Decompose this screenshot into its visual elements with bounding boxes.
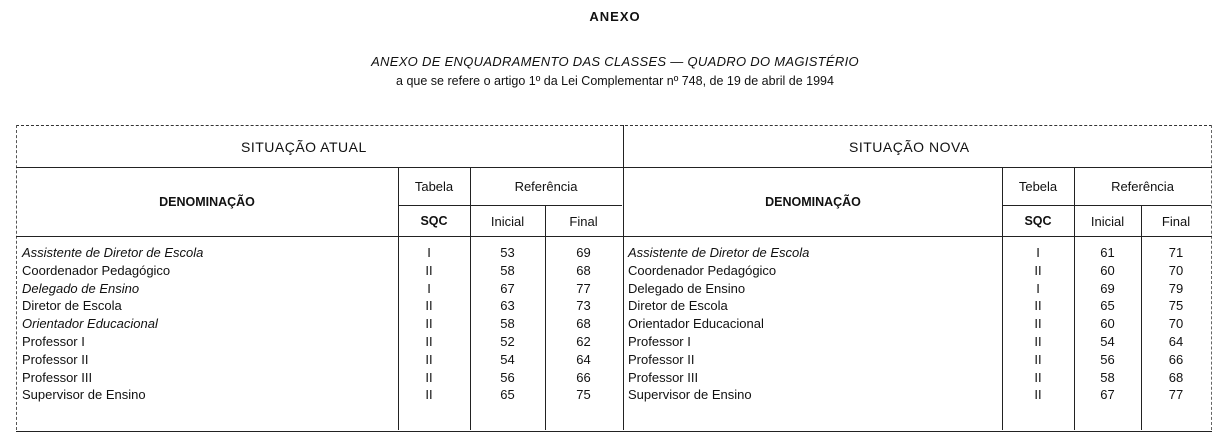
row-denominacao: Assistente de Diretor de Escola (628, 245, 810, 260)
section-new: SITUAÇÃO NOVA (849, 138, 970, 155)
row-final: 77 (576, 280, 591, 296)
row-denominacao: Assistente de Diretor de Escola (22, 245, 204, 260)
row-inicial: 53 (500, 245, 515, 260)
row-inicial: 61 (1100, 245, 1115, 260)
row-denominacao: Orientador Educacional (628, 316, 764, 332)
row-sqc: II (1034, 351, 1042, 367)
header-bottom-rule (16, 236, 1212, 237)
row-denominacao: Professor III (628, 369, 699, 385)
row-sqc: II (425, 316, 433, 332)
table-row (0, 351, 1211, 369)
row-inicial: 67 (1100, 387, 1115, 403)
row-denominacao: Delegado de Ensino (22, 280, 140, 296)
left-col-tabela: Tabela (414, 179, 454, 194)
row-inicial: 69 (1100, 280, 1115, 296)
row-sqc: II (425, 351, 433, 367)
row-denominacao: Delegado de Ensino (628, 280, 746, 296)
row-sqc: I (1036, 280, 1040, 296)
row-final: 64 (1168, 334, 1184, 349)
row-sqc: II (1034, 369, 1042, 385)
row-inicial: 67 (500, 280, 515, 296)
row-final: 75 (576, 387, 591, 403)
row-sqc: II (1034, 316, 1042, 332)
table-right-edge (1211, 125, 1212, 430)
row-sqc: I (1036, 245, 1040, 260)
left-col-referencia: Referência (514, 179, 578, 194)
row-final: 79 (1168, 280, 1184, 296)
row-final: 69 (576, 245, 591, 260)
row-denominacao: Orientador Educacional (22, 316, 158, 332)
row-sqc: II (425, 334, 433, 349)
right-col-referencia: Referência (1111, 179, 1174, 194)
row-final: 62 (576, 334, 591, 349)
row-final: 68 (576, 262, 591, 278)
row-inicial: 54 (500, 351, 515, 367)
table-row (0, 262, 1211, 280)
row-inicial: 60 (1100, 262, 1115, 278)
row-inicial: 58 (500, 262, 515, 278)
row-inicial: 58 (500, 316, 515, 332)
row-final: 71 (1168, 245, 1184, 260)
left-col-denominacao: DENOMINAÇÃO (159, 195, 255, 209)
annex-heading: ANEXO (589, 9, 641, 24)
row-denominacao: Coordenador Pedagógico (628, 262, 777, 278)
right-col-inicial: Inicial (1090, 213, 1125, 229)
row-inicial: 54 (1100, 334, 1115, 349)
row-denominacao: Supervisor de Ensino (22, 387, 146, 403)
row-inicial: 56 (1100, 351, 1115, 367)
row-sqc: II (1034, 334, 1042, 349)
row-sqc: I (427, 280, 431, 296)
row-final: 73 (576, 298, 591, 314)
row-denominacao: Professor III (22, 369, 93, 385)
row-inicial: 52 (500, 334, 515, 349)
row-denominacao: Supervisor de Ensino (628, 387, 752, 403)
left-col-final: Final (569, 213, 598, 229)
row-final: 68 (1168, 369, 1184, 385)
row-sqc: II (425, 262, 433, 278)
row-final: 77 (1168, 387, 1184, 403)
left-col-sqc: SQC (420, 214, 448, 228)
table-row (0, 297, 1211, 315)
row-denominacao: Diretor de Escola (628, 298, 728, 314)
row-sqc: I (427, 245, 431, 260)
row-final: 70 (1168, 262, 1184, 278)
right-col-denominacao: DENOMINAÇÃO (765, 195, 861, 209)
row-inicial: 63 (500, 298, 515, 314)
row-sqc: II (425, 298, 433, 314)
row-final: 66 (1168, 351, 1184, 367)
row-sqc: II (1034, 298, 1042, 314)
row-denominacao: Professor II (628, 351, 695, 367)
right-col-final: Final (1161, 213, 1191, 229)
row-denominacao: Professor II (22, 351, 89, 367)
table-row (0, 280, 1211, 298)
left-col-inicial: Inicial (490, 213, 525, 229)
table-row (0, 333, 1211, 351)
row-inicial: 56 (500, 369, 515, 385)
row-sqc: II (425, 369, 433, 385)
document-subtitle: a que se refere o artigo 1º da Lei Complementar nº 748, de 19 de abril de 1994 (396, 74, 834, 88)
row-sqc: II (1034, 387, 1042, 403)
table-row (0, 386, 1211, 404)
row-inicial: 58 (1100, 369, 1115, 385)
row-inicial: 60 (1100, 316, 1115, 332)
row-denominacao: Coordenador Pedagógico (22, 262, 171, 278)
row-inicial: 65 (1100, 298, 1115, 314)
row-final: 66 (576, 369, 591, 385)
section-current: SITUAÇÃO ATUAL (241, 138, 367, 155)
right-col-tabela: Tebela (1018, 179, 1058, 194)
row-inicial: 65 (500, 387, 515, 403)
row-final: 68 (576, 316, 591, 332)
row-final: 75 (1168, 298, 1184, 314)
row-sqc: II (1034, 262, 1042, 278)
row-denominacao: Professor I (22, 334, 85, 349)
table-row (0, 244, 1211, 262)
table-row (0, 315, 1211, 333)
row-denominacao: Professor I (628, 334, 691, 349)
document-title: ANEXO DE ENQUADRAMENTO DAS CLASSES — QUADRO DO MAGISTÉRIO (371, 54, 859, 69)
row-final: 70 (1168, 316, 1184, 332)
row-final: 64 (576, 351, 591, 367)
right-col-sqc: SQC (1024, 214, 1052, 228)
row-sqc: II (425, 387, 433, 403)
table-row (0, 369, 1211, 387)
row-denominacao: Diretor de Escola (22, 298, 122, 314)
